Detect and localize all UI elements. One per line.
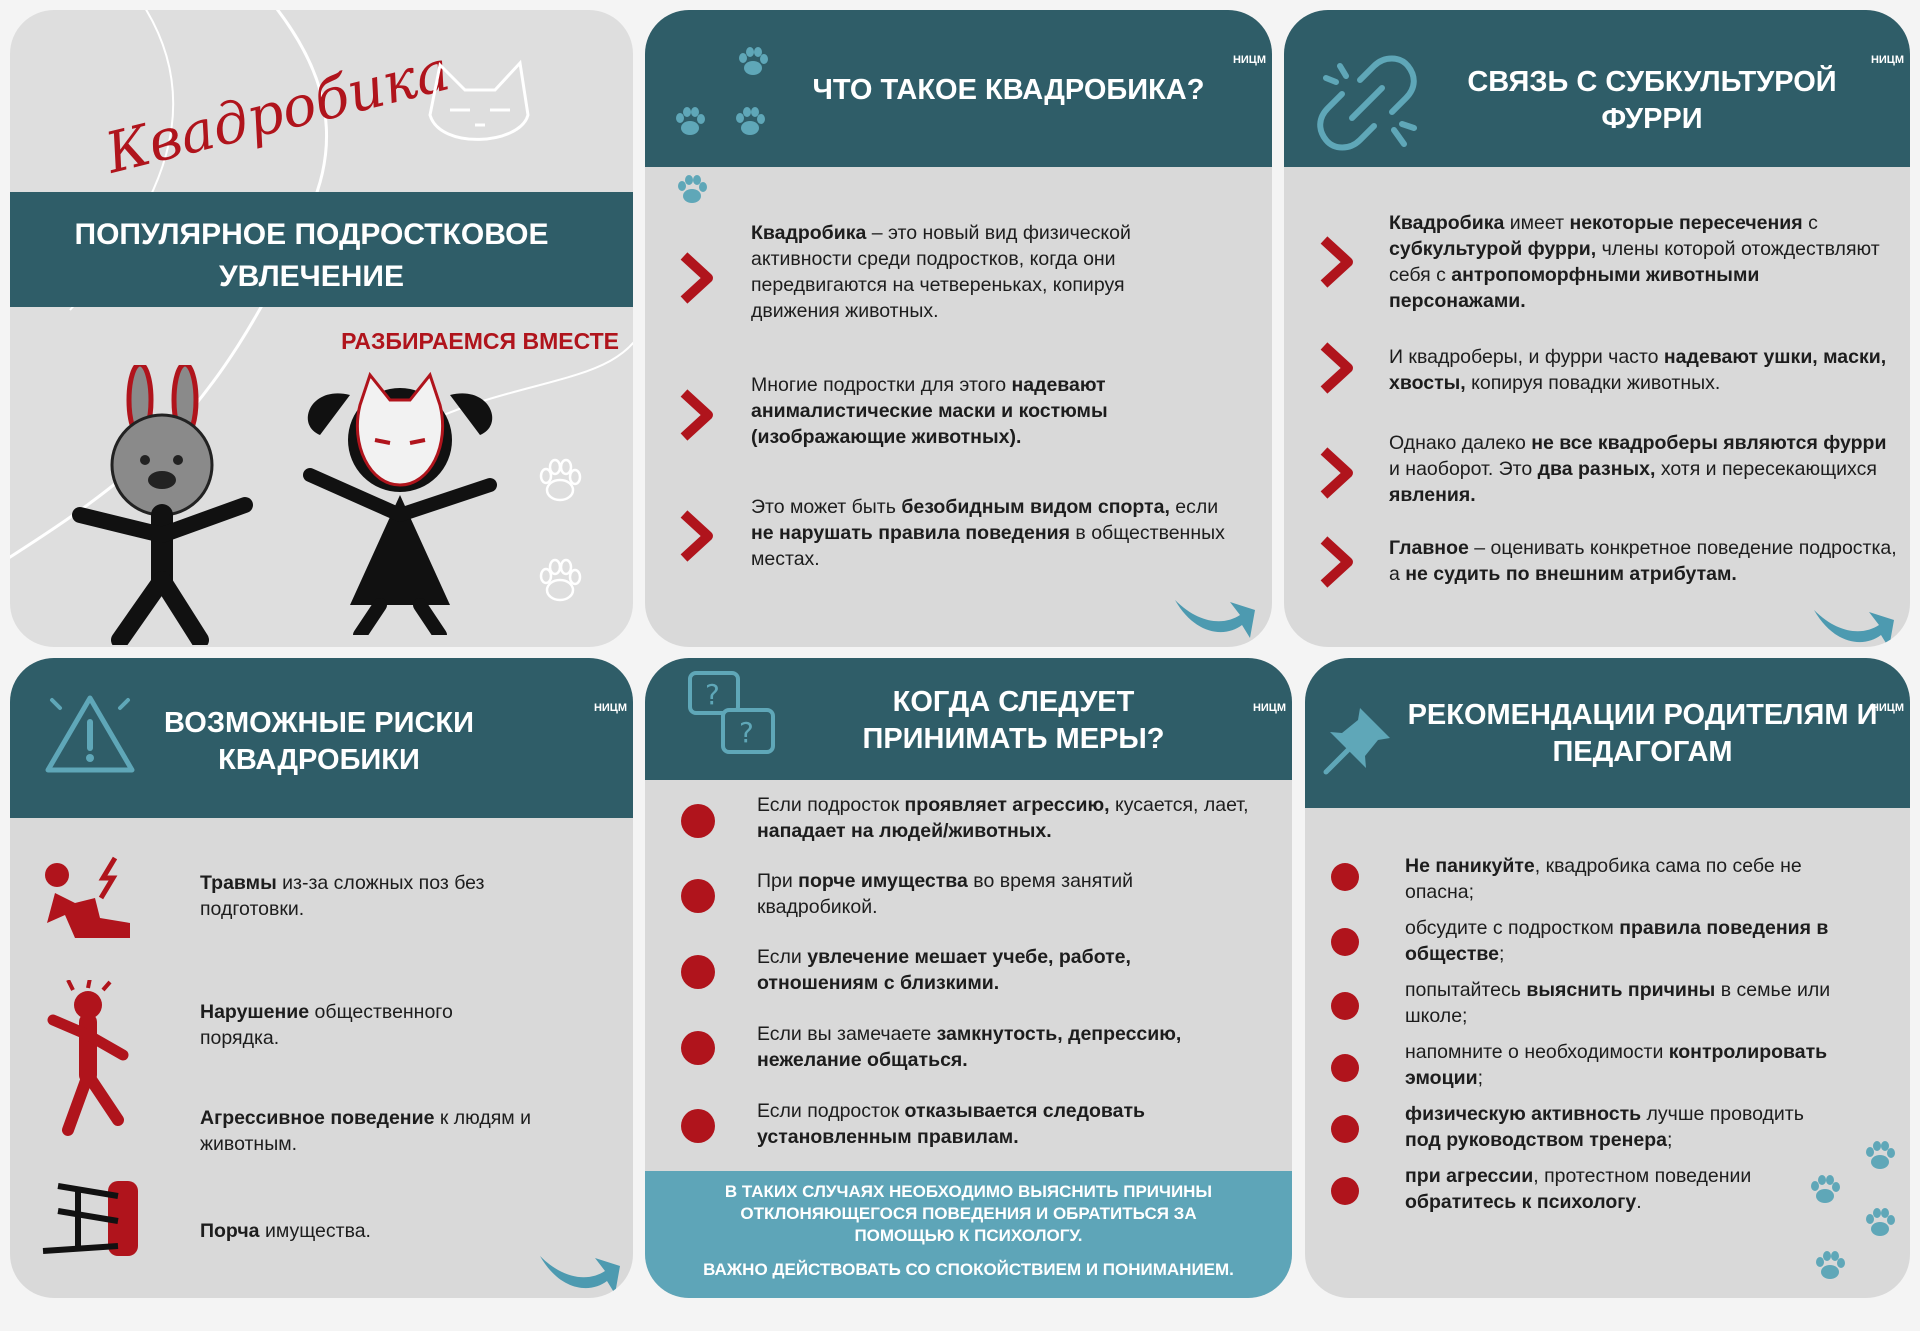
risk-item [200, 870, 560, 922]
text-segment: копируя повадки животных. [1465, 372, 1721, 394]
pushpin-icon [1320, 698, 1400, 778]
paw-icon [645, 10, 1245, 210]
text-segment: Однако далеко [1389, 432, 1532, 454]
text-segment: кусается, лает, [1109, 794, 1249, 816]
bold-text-segment: субкультурой фурри, [1389, 238, 1597, 260]
injury-icon [35, 853, 145, 953]
next-arrow-icon [535, 1236, 625, 1296]
bold-text-segment: под руководством тренера [1405, 1129, 1667, 1151]
text-segment: попытайтесь [1405, 979, 1527, 1001]
bold-text-segment: надевают ушки, маски, хвосты, [1389, 346, 1887, 394]
intro-band-title: ПОПУЛЯРНОЕ ПОДРОСТКОВОЕ УВЛЕЧЕНИЕ [74, 218, 549, 293]
when-item [757, 944, 1207, 996]
bold-text-segment: порче имущества [798, 870, 968, 892]
bullet-dot-icon [1331, 1115, 1359, 1143]
bold-text-segment: Травмы [200, 872, 277, 894]
risk-item [200, 1218, 560, 1244]
brand-label: НИЦМ [1870, 702, 1904, 714]
when-item [757, 1021, 1257, 1073]
when-footer-line1: В ТАКИХ СЛУЧАЯХ НЕОБХОДИМО ВЫЯСНИТЬ ПРИЧИНЫ ОТКЛОНЯЮЩЕГОСЯ ПОВЕДЕНИЯ И ОБРАТИТЬСЯ ЗА ПОМОЩЬЮ К ПСИХОЛОГУ. [724, 1182, 1213, 1245]
paw-outline-icon [530, 450, 590, 510]
text-segment: общественного порядка. [200, 1001, 453, 1049]
card-intro [10, 10, 633, 647]
bullet-dot-icon [1331, 992, 1359, 1020]
bunny-figure-icon [70, 365, 270, 645]
bold-text-segment: Нарушение [200, 1001, 310, 1023]
text-segment: – оценивать конкретное поведение подростка, а [1389, 537, 1897, 585]
text-segment: , квадробика сама по себе не опасна; [1405, 855, 1802, 903]
card-furry [1284, 10, 1910, 647]
when-footer [645, 1171, 1292, 1298]
bold-text-segment: замкнутость, депрессию, нежелание общаться. [757, 1023, 1182, 1071]
text-segment: если [1169, 496, 1219, 518]
warning-icon [40, 690, 140, 780]
recommendation-item [1405, 1101, 1845, 1153]
bold-text-segment: антропоморфными животными персонажами. [1389, 264, 1760, 312]
text-segment: обсудите с подростком [1405, 917, 1620, 939]
cat-mask-outline-icon [420, 55, 540, 155]
bold-text-segment: некоторые пересечения [1569, 212, 1803, 234]
text-segment: во время занятий квадробикой. [757, 870, 1133, 918]
text-segment: из-за сложных поз без подготовки. [200, 872, 485, 920]
bold-text-segment: физическую активность [1405, 1103, 1642, 1125]
bullet-dot-icon [681, 1031, 715, 1065]
text-segment: Многие подростки для этого [751, 374, 1012, 396]
when-item [757, 1098, 1227, 1150]
next-arrow-icon [1809, 590, 1899, 647]
bold-text-segment: не все квадроберы являются фурри [1531, 432, 1887, 454]
brand-label: НИЦМ [1232, 54, 1266, 66]
text-segment: При [757, 870, 799, 892]
bullet-dot-icon [681, 804, 715, 838]
bold-text-segment: Квадробика [1389, 212, 1505, 234]
question-bubbles-icon [685, 668, 785, 768]
recommendation-item [1405, 1163, 1825, 1215]
bold-text-segment: обратитесь к психологу [1405, 1191, 1637, 1213]
recommendation-item [1405, 1039, 1875, 1091]
furry-item [1389, 210, 1889, 314]
text-segment: в семье или школе; [1405, 979, 1831, 1027]
text-segment: Если подросток [757, 1100, 905, 1122]
recommendation-item [1405, 915, 1865, 967]
text-segment: , протестном поведении [1533, 1165, 1752, 1187]
card-recommendations [1305, 658, 1910, 1298]
when-title: КОГДА СЛЕДУЕТ ПРИНИМАТЬ МЕРЫ? [862, 686, 1165, 755]
text-segment: имущества. [259, 1220, 371, 1242]
card-risks [10, 658, 633, 1298]
bold-text-segment: выяснить причины [1526, 979, 1716, 1001]
brand-label: НИЦМ [1870, 54, 1904, 66]
text-segment: имеет [1504, 212, 1570, 234]
broken-link-icon [1312, 48, 1422, 158]
text-segment: напомните о необходимости [1405, 1041, 1669, 1063]
risks-title: ВОЗМОЖНЫЕ РИСКИ КВАДРОБИКИ [164, 707, 474, 776]
chevron-right-icon [1318, 340, 1358, 396]
bold-text-segment: проявляет агрессию, [904, 794, 1110, 816]
chevron-right-icon [1318, 234, 1358, 290]
chevron-right-icon [678, 250, 718, 306]
svg-text:?: ? [705, 678, 720, 711]
bold-text-segment: явления. [1389, 484, 1476, 506]
bold-text-segment: не судить по внешним атрибутам. [1405, 563, 1737, 585]
bold-text-segment: увлечение мешает учебе, работе, отношениям с близкими. [757, 946, 1131, 994]
chevron-right-icon [1318, 445, 1358, 501]
next-arrow-icon [1170, 580, 1260, 640]
when-footer-line2: ВАЖНО ДЕЙСТВОВАТЬ СО СПОКОЙСТВИЕМ И ПОНИМАНИЕМ. [703, 1260, 1234, 1279]
disorder-icon [38, 980, 148, 1140]
text-segment: Если [757, 946, 808, 968]
chevron-right-icon [678, 508, 718, 564]
bold-text-segment: безобидным видом спорта, [901, 496, 1170, 518]
text-segment: и наоборот. Это [1389, 458, 1538, 480]
text-segment: к людям и животным. [200, 1107, 532, 1155]
furry-item [1389, 430, 1889, 508]
bold-text-segment: при агрессии [1405, 1165, 1534, 1187]
text-segment: Если вы замечаете [757, 1023, 937, 1045]
script-title: Квадробика [99, 38, 457, 187]
recommendation-item [1405, 853, 1845, 905]
bullet-dot-icon [681, 955, 715, 989]
chevron-right-icon [678, 387, 718, 443]
text-segment: Это может быть [751, 496, 902, 518]
bullet-dot-icon [681, 879, 715, 913]
brand-label: НИЦМ [1252, 702, 1286, 714]
text-segment: – это новый вид физической активности среди подростков, когда они передвигаются на четвереньках, копируя движения животных. [751, 222, 1131, 322]
bold-text-segment: не нарушать правила поведения [751, 522, 1071, 544]
bold-text-segment: два разных, [1537, 458, 1656, 480]
chevron-right-icon [1318, 534, 1358, 590]
furry-item [1389, 535, 1899, 587]
text-segment: И квадроберы, и фурри часто [1389, 346, 1664, 368]
bullet-dot-icon [1331, 928, 1359, 956]
bullet-dot-icon [681, 1109, 715, 1143]
text-segment: ; [1477, 1067, 1483, 1089]
bold-text-segment: нападает на людей/животных. [757, 820, 1052, 842]
bold-text-segment: контролировать эмоции [1405, 1041, 1828, 1089]
bold-text-segment: правила поведения в обществе [1405, 917, 1829, 965]
paw-outline-icon [530, 550, 590, 610]
card-when-to-act [645, 658, 1292, 1298]
broken-chair-icon [38, 1176, 173, 1266]
text-segment: хотя и пересекающихся [1655, 458, 1877, 480]
furry-item [1389, 344, 1894, 396]
bold-text-segment: Агрессивное поведение [200, 1107, 435, 1129]
paw-icon [1785, 1138, 1905, 1298]
what-is-item [751, 372, 1201, 450]
recommendations-title: РЕКОМЕНДАЦИИ РОДИТЕЛЯМ И ПЕДАГОГАМ [1407, 699, 1878, 768]
text-segment: . [1636, 1191, 1642, 1213]
text-segment: члены которой отождествляют себя с [1389, 238, 1880, 286]
bold-text-segment: Не паникуйте [1405, 855, 1535, 877]
text-segment: ; [1498, 943, 1505, 965]
what-is-title: ЧТО ТАКОЕ КВАДРОБИКА? [812, 74, 1205, 106]
card-what-is [645, 10, 1272, 647]
kitsune-girl-figure-icon [290, 355, 520, 635]
what-is-item [751, 220, 1211, 324]
furry-title: СВЯЗЬ С СУБКУЛЬТУРОЙ ФУРРИ [1467, 66, 1837, 135]
bold-text-segment: Квадробика [751, 222, 867, 244]
svg-text:?: ? [739, 716, 754, 749]
what-is-item [751, 494, 1231, 572]
intro-band [10, 192, 633, 307]
recommendation-item [1405, 977, 1835, 1029]
text-segment: в общественных местах. [751, 522, 1225, 570]
bold-text-segment: надевают анималистические маски и костюмы (изображающие животных). [751, 374, 1108, 448]
when-item [757, 868, 1197, 920]
bold-text-segment: Порча [200, 1220, 260, 1242]
brand-label: НИЦМ [593, 702, 627, 714]
intro-subtitle: РАЗБИРАЕМСЯ ВМЕСТЕ [341, 328, 619, 354]
risk-item [200, 1105, 570, 1157]
text-segment: лучше проводить [1641, 1103, 1804, 1125]
when-item [757, 792, 1257, 844]
text-segment: Если подросток [757, 794, 905, 816]
bold-text-segment: отказывается следовать установленным правилам. [757, 1100, 1146, 1148]
bullet-dot-icon [1331, 1177, 1359, 1205]
bullet-dot-icon [1331, 863, 1359, 891]
risk-item [200, 999, 530, 1051]
bold-text-segment: Главное [1389, 537, 1469, 559]
text-segment: ; [1666, 1129, 1673, 1151]
text-segment: с [1802, 212, 1818, 234]
bullet-dot-icon [1331, 1054, 1359, 1082]
